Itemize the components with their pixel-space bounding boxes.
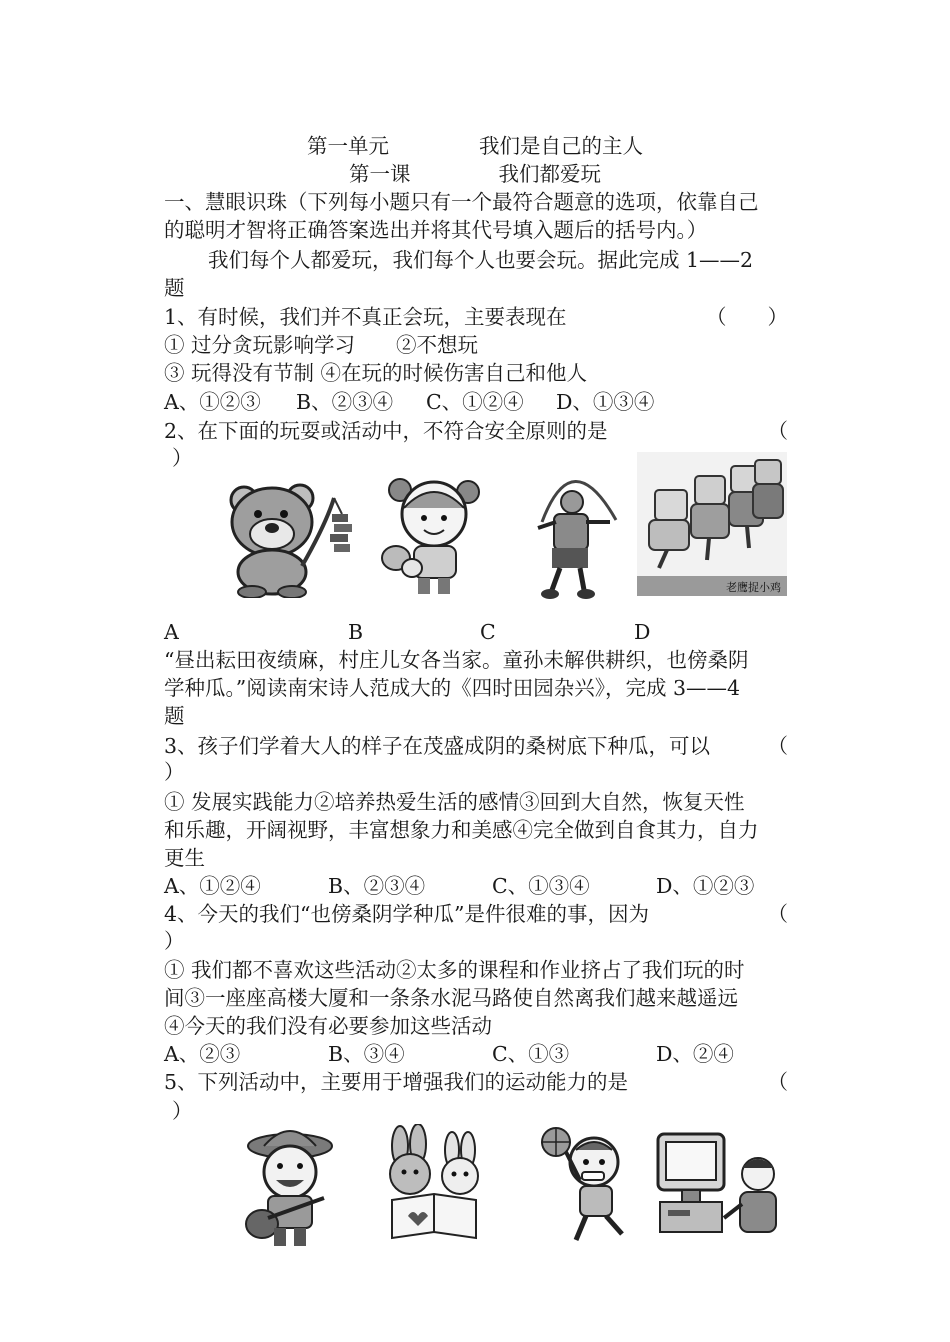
q5-image-b: [378, 1124, 490, 1246]
intro-line1: 我们每个人都爱玩，我们每个人也要会玩。据此完成 1——2: [208, 248, 754, 272]
q5-paren-open[interactable]: （: [767, 1070, 788, 1094]
q1-item-line1: ① 过分贪玩影响学习 ②不想玩: [164, 333, 479, 357]
lesson-title-line: [0, 160, 950, 188]
q5-image-c: [536, 1122, 640, 1250]
q2-image-d-caption: 老鹰捉小鸡: [726, 581, 781, 594]
q3-option-d: D、①②③: [656, 874, 755, 898]
q3-paren-close[interactable]: ）: [164, 760, 185, 784]
q4-option-a: A、②③: [164, 1042, 241, 1066]
section-heading-line2: 的聪明才智将正确答案选出并将其代号填入题后的括号内。）: [164, 218, 708, 242]
q2-image-b: [378, 472, 488, 600]
q1-option-a: A、①②③: [164, 390, 261, 414]
q2-stem-line: [164, 417, 788, 445]
girl-cymbals-icon: [378, 472, 488, 600]
computer-icon: [654, 1126, 790, 1242]
q4-option-d: D、②④: [656, 1042, 734, 1066]
q2-image-d: [637, 452, 787, 596]
q1-answer-paren[interactable]: （ ）: [706, 305, 788, 329]
q3-stem-line: [164, 732, 788, 760]
q5-paren-close[interactable]: ）: [172, 1099, 193, 1123]
q4-option-b: B、③④: [328, 1042, 405, 1066]
q2-letter-d: D: [634, 620, 651, 644]
q3-option-b: B、②③④: [328, 874, 426, 898]
q5-stem: 5、下列活动中，主要用于增强我们的运动能力的是: [164, 1070, 629, 1094]
q1-stem: 1、有时候，我们并不真正会玩，主要表现在: [164, 305, 567, 329]
q1-option-d: D、①③④: [556, 390, 655, 414]
rabbits-reading-icon: [378, 1124, 490, 1246]
unit-label: 第一单元: [307, 134, 389, 158]
q4-item-line1: ① 我们都不喜欢这些活动②太多的课程和作业挤占了我们玩的时: [164, 958, 745, 982]
q3-item-line1: ① 发展实践能力②培养热爱生活的感情③回到大自然，恢复天性: [164, 790, 745, 814]
q4-paren-close[interactable]: ）: [164, 929, 185, 953]
q3-stem: 3、孩子们学着大人的样子在茂盛成阴的桑树底下种瓜，可以: [164, 734, 711, 758]
section-heading-line1: 一、慧眼识珠（下列每小题只有一个最符合题意的选项，依靠自己: [164, 190, 759, 214]
boy-basketball-icon: [536, 1122, 640, 1250]
lesson-label: 第一课: [349, 162, 411, 186]
q3-paren-open[interactable]: （: [767, 734, 788, 758]
jump-rope-icon: [522, 472, 626, 602]
q2-paren-close[interactable]: ）: [172, 446, 193, 470]
q4-paren-open[interactable]: （: [767, 902, 788, 926]
q3-option-a: A、①②④: [164, 874, 261, 898]
poem-line3: 题: [164, 704, 185, 728]
q2-stem: 2、在下面的玩耍或活动中，不符合安全原则的是: [164, 419, 608, 443]
q4-item-line3: ④今天的我们没有必要参加这些活动: [164, 1014, 492, 1038]
q2-image-a: [214, 474, 362, 598]
q2-letter-c: C: [480, 620, 496, 644]
q5-image-a: [232, 1124, 342, 1252]
q2-image-c: [522, 472, 626, 602]
q4-stem: 4、今天的我们“也傍桑阴学种瓜”是件很难的事，因为: [164, 902, 650, 926]
q2-letter-b: B: [348, 620, 364, 644]
lesson-title: 我们都爱玩: [498, 162, 601, 186]
q1-item-line2: ③ 玩得没有节制 ④在玩的时候伤害自己和他人: [164, 361, 588, 385]
poem-line1: “昼出耘田夜绩麻，村庄儿女各当家。童孙未解供耕织，也傍桑阴: [164, 648, 749, 672]
q3-option-c: C、①③④: [492, 874, 590, 898]
eagle-catch-chicks-icon: [637, 452, 787, 596]
q2-letter-a: A: [164, 620, 179, 644]
unit-title-line: [0, 132, 950, 160]
q4-item-line2: 间③一座座高楼大厦和一条条水泥马路使自然离我们越来越遥远: [164, 986, 738, 1010]
q4-option-c: C、①③: [492, 1042, 570, 1066]
q1-option-b: B、②③④: [296, 390, 394, 414]
q3-item-line3: 更生: [164, 846, 205, 870]
q3-item-line2: 和乐趣，开阔视野，丰富想象力和美感④完全做到自食其力，自力: [164, 818, 759, 842]
q4-stem-line: [164, 900, 788, 928]
intro-line2: 题: [164, 276, 185, 300]
q1-stem-line: [164, 303, 788, 331]
poem-line2: 学种瓜。”阅读南宋诗人范成大的《四时田园杂兴》，完成 3——4: [164, 676, 741, 700]
unit-title: 我们是自己的主人: [479, 134, 643, 158]
q5-stem-line: [164, 1068, 788, 1096]
bear-firecracker-icon: [214, 474, 362, 598]
q2-paren-open[interactable]: （: [767, 419, 788, 443]
q1-option-c: C、①②④: [426, 390, 524, 414]
q5-image-d: [654, 1126, 790, 1242]
boy-guitar-icon: [232, 1124, 342, 1252]
